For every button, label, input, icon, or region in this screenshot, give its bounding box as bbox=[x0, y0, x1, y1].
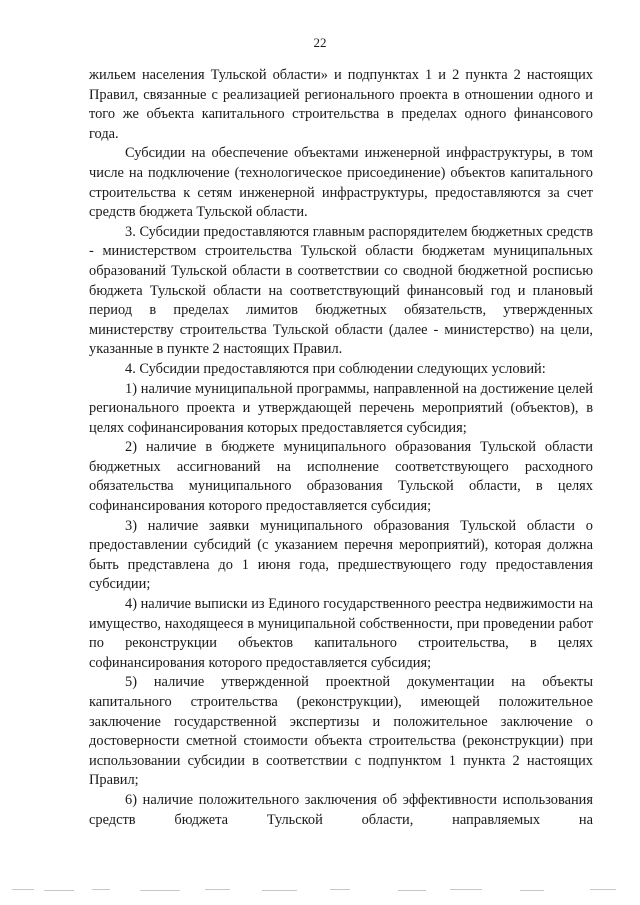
page-number: 22 bbox=[313, 35, 327, 50]
paragraph-item-4: 4. Субсидии предоставляются при соблюдении следующих условий: bbox=[125, 360, 546, 377]
scan-artifact bbox=[0, 887, 640, 893]
condition-2: 2) наличие в бюджете муниципального образования Тульской области бюджетных ассигнований на исполнение соответствующего расходного обязательства муниципального образования Тульской области, в целях софинансирования которого предоставляется субсидия; bbox=[89, 439, 593, 515]
condition-3: 3) наличие заявки муниципального образования Тульской области о предоставлении субсидий (с указанием перечня мероприятий), которая должна быть представлена до 1 июня года, предшествующего году предоставления субсидии; bbox=[89, 517, 593, 593]
condition-1: 1) наличие муниципальной программы, направленной на достижение целей регионального проекта и утверждающей перечень мероприятий (объектов), в целях софинансирования которых предоставляется субсидия; bbox=[89, 380, 593, 436]
document-body bbox=[89, 66, 593, 830]
paragraph-continuation: жильем населения Тульской области» и подпунктах 1 и 2 пункта 2 настоящих Правил, связанные с реализацией регионального проекта в отношении одного и того же объекта капитального строительства в пределах одного финансового года. bbox=[89, 67, 593, 142]
paragraph-infrastructure-subsidies: Субсидии на обеспечение объектами инженерной инфраструктуры, в том числе на подключение (технологическое присоединение) объектов капитального строительства к сетям инженерной инфраструктуры, предоставляются за счет средств бюджета Тульской области. bbox=[89, 145, 593, 221]
condition-6: 6) наличие положительного заключения об эффективности использования средств бюджета Тульской области, направляемых на bbox=[89, 791, 593, 828]
condition-5: 5) наличие утвержденной проектной документации на объекты капитального строительства (реконструкции), имеющей положительное заключение государственной экспертизы и положительное заключение о достоверности сметной стоимости объекта строительства (реконструкции) при использовании субсидии в соответствии с подпунктом 1 пункта 2 настоящих Правил; bbox=[89, 674, 593, 789]
condition-4: 4) наличие выписки из Единого государственного реестра недвижимости на имущество, находящееся в муниципальной собственности, при проведении работ по реконструкции объектов капитального строительства, в целях софинансирования которого предоставляется субсидия; bbox=[89, 596, 593, 671]
paragraph-item-3: 3. Субсидии предоставляются главным распорядителем бюджетных средств - министерством строительства Тульской области бюджетам муниципальных образований Тульской области в соответствии со сводной бюджетной росписью бюджета Тульской области на соответствующий финансовый год и плановый период в пределах лимитов бюджетных обязательств, утвержденных министерству строительства Тульской области (далее - министерство) на цели, указанные в пункте 2 настоящих Правил. bbox=[89, 223, 593, 358]
